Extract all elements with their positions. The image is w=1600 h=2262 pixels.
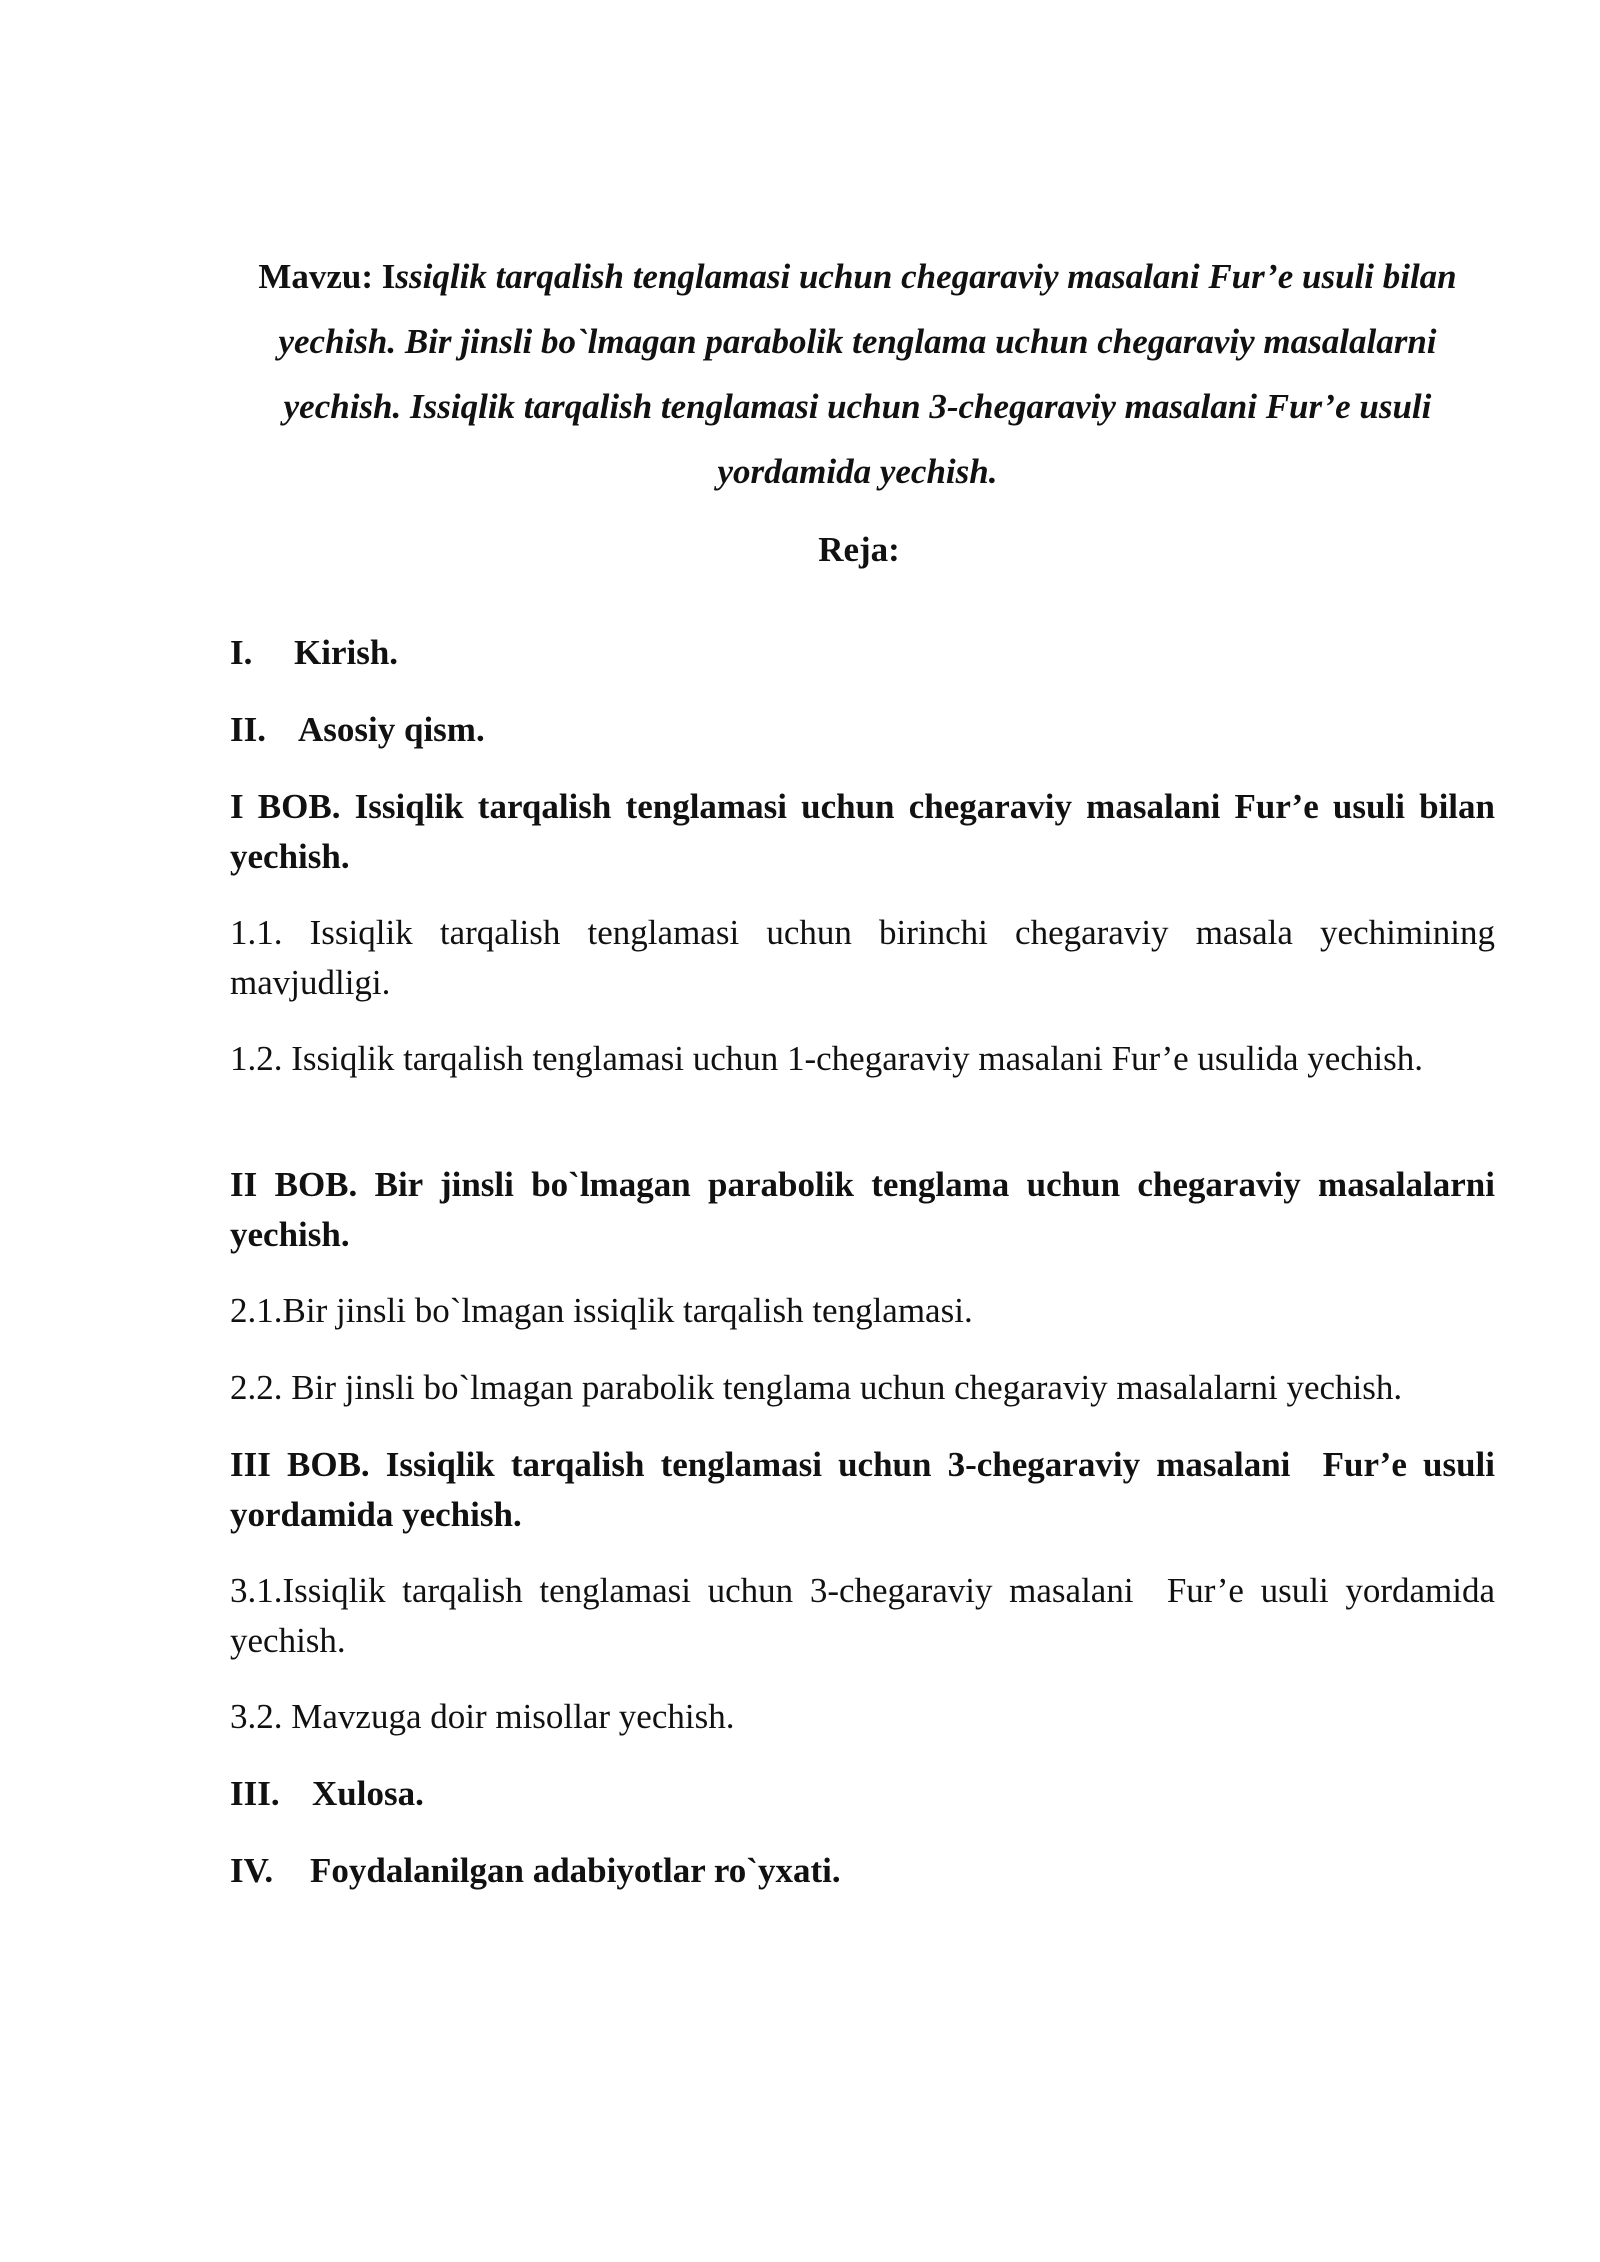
item-asosiy-number: II. (230, 710, 266, 749)
item-kirish-number: I. (230, 633, 253, 672)
section-2-2: 2.2. Bir jinsli bo`lmagan parabolik tenglama uchun chegaraviy masalalarni yechish. (230, 1368, 1403, 1407)
item-asosiy-label: Asosiy qism. (298, 710, 485, 749)
chapter-1-heading: I BOB. Issiqlik tarqalish tenglamasi uchun chegaraviy masalani Fur’e usuli bilan yechish. (230, 787, 1495, 876)
section-1-2: 1.2. Issiqlik tarqalish tenglamasi uchun 1-chegaraviy masalani Fur’e usulida yechish. (230, 1039, 1423, 1078)
item-adabiyot-label: Foydalanilgan adabiyotlar ro`yxati. (310, 1851, 841, 1890)
item-asosiy (230, 705, 1495, 755)
chapter-2-heading: II BOB. Bir jinsli bo`lmagan parabolik tenglama uchun chegaraviy masalalarni yechish. (230, 1165, 1495, 1254)
section-3-2: 3.2. Mavzuga doir misollar yechish. (230, 1697, 735, 1736)
title-topic: ssiqlik tarqalish tenglamasi uchun chegaraviy masalani Fur’e usuli bilan yechish. Bir jinsli bo`lmagan parabolik tenglama uchun chegaraviy masalalarni yechish. Issiqlik tarqalish tenglamasi uchun 3-chegaraviy masalani Fur’e usuli yordamida yechish. (278, 257, 1457, 491)
item-kirish (230, 628, 1495, 678)
item-xulosa-number: III. (230, 1774, 280, 1813)
chapter-3-heading: III BOB. Issiqlik tarqalish tenglamasi uchun 3-chegaraviy masalani Fur’e usuli yordamida yechish. (230, 1445, 1504, 1534)
item-xulosa-label: Xulosa. (312, 1774, 424, 1813)
section-2-1: 2.1.Bir jinsli bo`lmagan issiqlik tarqalish tenglamasi. (230, 1291, 973, 1330)
item-adabiyot-number: IV. (230, 1851, 274, 1890)
title-lead: Mavzu: I (258, 257, 396, 296)
document-title (225, 244, 1490, 504)
section-3-1: 3.1.Issiqlik tarqalish tenglamasi uchun 3-chegaraviy masalani Fur’e usuli yordamida yechish. (230, 1571, 1504, 1660)
plan-heading: Reja: (818, 530, 900, 569)
section-1-1: 1.1. Issiqlik tarqalish tenglamasi uchun birinchi chegaraviy masala yechimining mavjudligi. (230, 913, 1495, 1002)
item-kirish-label: Kirish. (294, 633, 399, 672)
item-adabiyot (230, 1846, 1495, 1896)
item-xulosa (230, 1769, 1495, 1819)
